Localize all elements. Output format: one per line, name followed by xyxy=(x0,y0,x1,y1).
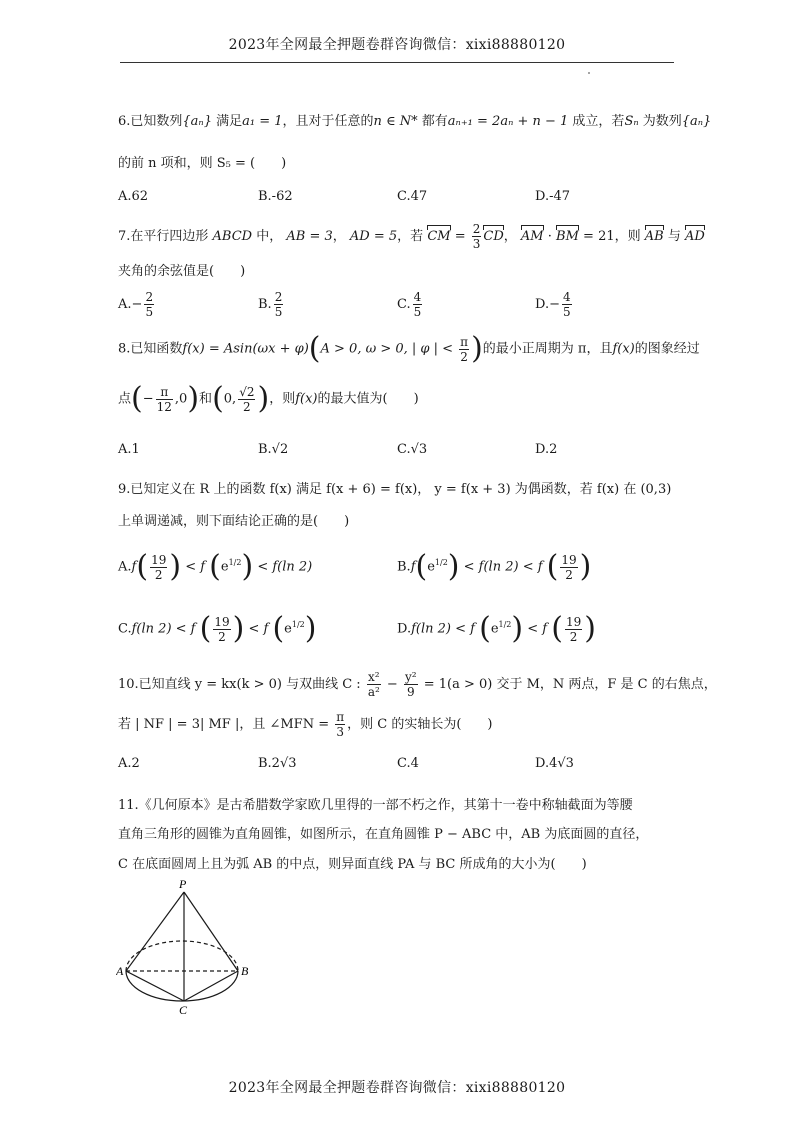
q8-option-d[interactable]: D.2 xyxy=(535,442,558,457)
q9-option-d[interactable] xyxy=(397,611,596,646)
q10-text-a: 10.已知直线 y = kx(k > 0) 与双曲线 C : xyxy=(118,677,365,692)
q7-opt-d-den: 5 xyxy=(563,305,571,319)
q9-c-pc: ) xyxy=(232,611,245,646)
q8-text: 8.已知函数 xyxy=(118,341,183,357)
q8-cond: A > 0, ω > 0, | φ | < xyxy=(320,341,458,357)
q9-a-e: e xyxy=(220,559,229,575)
q7-option-a[interactable] xyxy=(118,290,156,319)
q6-text-c: ，且对于任意的 xyxy=(282,114,374,129)
q9-b-f: f xyxy=(410,559,416,575)
q9-a-label: A. xyxy=(118,559,132,575)
q10-text-b: = 1(a > 0) 交于 M，N 两点，F 是 C 的右焦点， xyxy=(419,677,717,692)
q8-paren-close: ) xyxy=(471,331,483,366)
q6-line2: 的前 n 项和，则 S₅ = ( ) xyxy=(118,156,287,171)
q7-eq: = xyxy=(450,229,470,244)
q9-a-pc2: ) xyxy=(241,549,254,584)
cone-label-p: P xyxy=(179,877,187,891)
q8-p2-open: ( xyxy=(212,381,224,416)
q8-option-a[interactable]: A.1 xyxy=(118,442,140,457)
q9-a-exp: 1/2 xyxy=(228,558,242,568)
q7-ad: AD = 5 xyxy=(349,229,398,244)
q6-option-d[interactable]: D.-47 xyxy=(535,189,571,204)
q9-d-head: f(ln 2) < f xyxy=(411,621,480,637)
q10-line2 xyxy=(118,710,492,739)
q6-text-d: 都有 xyxy=(417,114,448,129)
q8-text-c: 的图象经过 xyxy=(634,341,700,357)
q7-opt-b-frac xyxy=(274,290,284,319)
q6-cond1: a₁ = 1 xyxy=(242,114,283,129)
q6-line1 xyxy=(118,110,711,129)
q7-line1: 7.在平行四边形 ABCD 中， AB = 3， AD = 5，若 CM = $\frac{2}{3}$ CD， AM · BM = 21，则 AB 与 AD xyxy=(118,222,705,251)
q7-abcd: ABCD xyxy=(212,229,253,244)
q9-a-lt1: < f xyxy=(181,559,210,575)
page-footer: 2023年全网最全押题卷群咨询微信：xixi88880120 xyxy=(228,1080,566,1096)
q9-d-label: D. xyxy=(397,621,412,637)
q9-b-po: ( xyxy=(415,549,428,584)
q7-opt-c-frac xyxy=(413,290,423,319)
q9-d-po2: ( xyxy=(551,611,563,646)
q7-option-c[interactable] xyxy=(397,290,424,319)
q7-opt-c-label: C. xyxy=(397,297,411,312)
q9-a-den: 2 xyxy=(154,567,163,582)
q7-text: 7.在平行四边形 xyxy=(118,229,209,244)
q11-line2: 直角三角形的圆锥为直角圆锥，如图所示，在直角圆锥 P − ABC 中，AB 为底面圆的直径， xyxy=(118,827,649,842)
q10-text-2b: ，则 C 的实轴长为( ) xyxy=(347,717,493,732)
q6-cond2: n ∈ N* xyxy=(373,114,418,129)
q6-text-b: 满足 xyxy=(211,114,243,129)
q8-pi-num: π xyxy=(460,334,469,349)
q7-ruo: ，若 xyxy=(397,229,424,244)
cone-label-a: A xyxy=(116,964,124,978)
q8-p2-close: ) xyxy=(257,381,270,416)
q7-opt-d-label: D. xyxy=(535,297,550,312)
q10-yden: 9 xyxy=(406,685,415,699)
q6-option-a[interactable]: A.62 xyxy=(118,189,149,204)
q7-vec-bm: BM xyxy=(556,229,579,244)
q7-vec-ab: AB xyxy=(644,229,664,244)
q9-c-frac xyxy=(213,615,230,644)
q11-line3: C 在底面圆周上且为弧 AB 的中点，则异面直线 PA 与 BC 所成角的大小为( ) xyxy=(118,857,587,872)
q6-text-e: 成立，若 xyxy=(568,114,625,129)
q8-p1-close: ) xyxy=(187,381,200,416)
q10-text-2a: 若 | NF | = 3| MF |，且 ∠MFN = xyxy=(118,717,334,732)
q9-c-lt: < f xyxy=(244,621,273,637)
q9-d-frac xyxy=(565,615,582,644)
q7-opt-d-num: 4 xyxy=(563,290,571,304)
q8-fx3: f(x) xyxy=(295,391,318,407)
q9-c-den: 2 xyxy=(218,629,226,644)
q10-line1 xyxy=(118,670,717,699)
q8-p1-frac xyxy=(156,385,173,414)
q9-b-label: B. xyxy=(397,559,411,575)
q7-option-b[interactable] xyxy=(258,290,285,319)
q8-line2 xyxy=(118,381,419,416)
q9-d-den: 2 xyxy=(569,629,578,644)
q10-pden: 3 xyxy=(336,725,344,739)
q7-opt-a-frac xyxy=(144,290,154,319)
q8-p1-tail: ,0 xyxy=(174,391,188,407)
q9-b-po2: ( xyxy=(546,549,559,584)
cone-chord-ac xyxy=(126,971,184,1001)
q10-pfrac xyxy=(335,710,345,739)
q7-opt-a-num: 2 xyxy=(145,290,154,304)
q8-line1 xyxy=(118,331,700,366)
q8-p2-num: √2 xyxy=(239,384,255,399)
q6-option-b[interactable]: B.-62 xyxy=(258,189,293,204)
q7-val: = 21 xyxy=(578,229,615,244)
q10-option-c[interactable]: C.4 xyxy=(397,756,419,771)
cone-base-front xyxy=(126,971,238,1001)
q7-vec-ad: AD xyxy=(684,229,705,244)
q8-p1-num: π xyxy=(156,385,173,400)
q7-opt-a-label: A. xyxy=(118,297,132,312)
q9-c-pc2: ) xyxy=(304,611,317,646)
q8-text-2c: 的最大值为( ) xyxy=(317,391,419,407)
q7-opt-a-den: 5 xyxy=(145,305,154,319)
q8-text-b: 的最小正周期为 π，且 xyxy=(482,341,613,357)
q9-c-label: C. xyxy=(118,621,132,637)
cone-edge-pb xyxy=(184,892,238,971)
q9-a-num: 19 xyxy=(151,552,167,567)
q10-option-d[interactable]: D.4√3 xyxy=(535,756,574,771)
q10-yfrac xyxy=(404,670,418,699)
q6-text-f: 为数列 xyxy=(638,114,682,129)
q6-option-c[interactable]: C.47 xyxy=(397,189,428,204)
q7-opt-b-den: 5 xyxy=(274,305,283,319)
q8-p1-den: 12 xyxy=(156,399,172,414)
q9-a-pc: ) xyxy=(169,549,182,584)
q7-line2: 夹角的余弦值是( ) xyxy=(118,264,246,279)
q8-paren-open: ( xyxy=(308,331,321,366)
cone-diagram xyxy=(116,876,256,1016)
q6-seq2: {aₙ} xyxy=(681,114,712,129)
q9-c-po: ( xyxy=(199,611,212,646)
q6-seq: {aₙ} xyxy=(182,114,212,129)
q9-d-lt: < f xyxy=(523,621,552,637)
q9-b-frac xyxy=(560,553,577,582)
q11-line1: 11.《几何原本》是古希腊数学家欧几里得的一部不朽之作，其第十一卷中称轴截面为等腰 xyxy=(118,798,633,813)
q9-c-num: 19 xyxy=(214,614,230,629)
q9-c-exp: 1/2 xyxy=(291,620,305,630)
q8-pi-frac xyxy=(459,335,469,364)
q9-d-e: e xyxy=(490,621,499,637)
cone-figure xyxy=(116,876,256,1020)
q7-opt-c-den: 5 xyxy=(413,305,422,319)
q9-b-pc2: ) xyxy=(579,549,592,584)
q8-he: 和 xyxy=(199,391,213,407)
q9-d-po: ( xyxy=(479,611,491,646)
q7-ab: AB = 3 xyxy=(286,229,333,244)
q9-d-pc2: ) xyxy=(584,611,596,646)
q8-option-b[interactable]: B.√2 xyxy=(258,442,289,457)
q7-dot: · xyxy=(543,229,557,244)
q9-b-e: e xyxy=(427,559,435,575)
q7-frac xyxy=(472,222,482,251)
q7-ze: ，则 xyxy=(614,229,641,244)
q9-d-exp: 1/2 xyxy=(498,620,512,630)
q9-c-po2: ( xyxy=(272,611,285,646)
q9-b-den: 2 xyxy=(565,567,573,582)
q8-pi-den: 2 xyxy=(460,349,468,364)
q7-opt-c-num: 4 xyxy=(413,290,422,304)
q7-opt-b-label: B. xyxy=(258,297,272,312)
q7-frac-den: 3 xyxy=(472,237,481,251)
q9-a-po2: ( xyxy=(209,549,221,584)
q8-text-2b: ，则 xyxy=(269,391,296,407)
q8-option-c[interactable]: C.√3 xyxy=(397,442,428,457)
q9-c-e: e xyxy=(284,621,292,637)
q7-opt-b-num: 2 xyxy=(274,290,283,304)
cone-edge-pa xyxy=(126,892,184,971)
q9-option-c[interactable] xyxy=(118,611,317,646)
q7-vec-cd: CD xyxy=(483,229,504,244)
q7-opt-d-frac xyxy=(562,290,572,319)
q7-vec-cm: CM xyxy=(427,229,451,244)
q9-d-num: 19 xyxy=(565,614,582,629)
q7-opt-a-sign: − xyxy=(131,297,143,312)
q7-option-d[interactable] xyxy=(535,290,574,319)
q7-vec-am: AM xyxy=(520,229,544,244)
header-divider xyxy=(120,62,674,63)
q10-xden: a² xyxy=(367,685,380,699)
q9-a-po: ( xyxy=(136,549,149,584)
q7-frac-num: 2 xyxy=(472,222,481,236)
q10-pnum: π xyxy=(336,710,345,724)
q10-minus: − xyxy=(382,677,402,692)
q9-option-b[interactable] xyxy=(397,549,592,584)
cone-label-c: C xyxy=(179,1003,188,1016)
q6-cond4: Sₙ xyxy=(624,114,639,129)
q8-p2-frac xyxy=(238,385,255,414)
q6-cond3: aₙ₊₁ = 2aₙ + n − 1 xyxy=(447,114,569,129)
q8-dian: 点 xyxy=(118,391,132,407)
q9-b-num: 19 xyxy=(561,552,577,567)
stray-dot xyxy=(588,72,590,74)
q9-line2: 上单调递减，则下面结论正确的是( ) xyxy=(118,514,350,529)
q10-option-b[interactable]: B.2√3 xyxy=(258,756,297,771)
q10-option-a[interactable]: A.2 xyxy=(118,756,140,771)
q9-a-frac xyxy=(150,553,167,582)
q7-yu: 与 xyxy=(663,229,685,244)
q6-text: 6.已知数列 xyxy=(118,114,183,129)
q9-a-lt2: < f(ln 2) xyxy=(253,559,313,575)
q9-b-exp: 1/2 xyxy=(434,558,448,568)
q8-p1-open: ( xyxy=(131,381,143,416)
cone-label-b: B xyxy=(241,964,249,978)
q9-line1: 9.已知定义在 R 上的函数 f(x) 满足 f(x + 6) = f(x)， y = f(x + 3) 为偶函数，若 f(x) 在 (0,3) xyxy=(118,482,672,497)
q9-b-pc: ) xyxy=(447,549,460,584)
q7-opt-d-sign: − xyxy=(549,297,560,312)
q7-text-b: 中， xyxy=(256,229,283,244)
q8-fx2: f(x) xyxy=(612,341,635,357)
q10-xnum: x² xyxy=(368,670,380,684)
q10-ynum: y² xyxy=(404,670,417,684)
q9-c-head: f(ln 2) < f xyxy=(131,621,200,637)
q9-a-f: f xyxy=(131,559,137,575)
q8-p1-sign: − xyxy=(142,391,154,407)
q8-fx: f(x) = Asin(ωx + φ) xyxy=(182,341,309,357)
q10-xfrac xyxy=(367,670,381,699)
q9-b-mid: < f(ln 2) < f xyxy=(459,559,547,575)
page-header: 2023年全网最全押题卷群咨询微信：xixi88880120 xyxy=(228,37,566,53)
q8-p2-head: 0, xyxy=(223,391,237,407)
q8-p2-den: 2 xyxy=(243,399,251,414)
q9-d-pc: ) xyxy=(511,611,524,646)
q9-option-a[interactable] xyxy=(118,549,313,584)
